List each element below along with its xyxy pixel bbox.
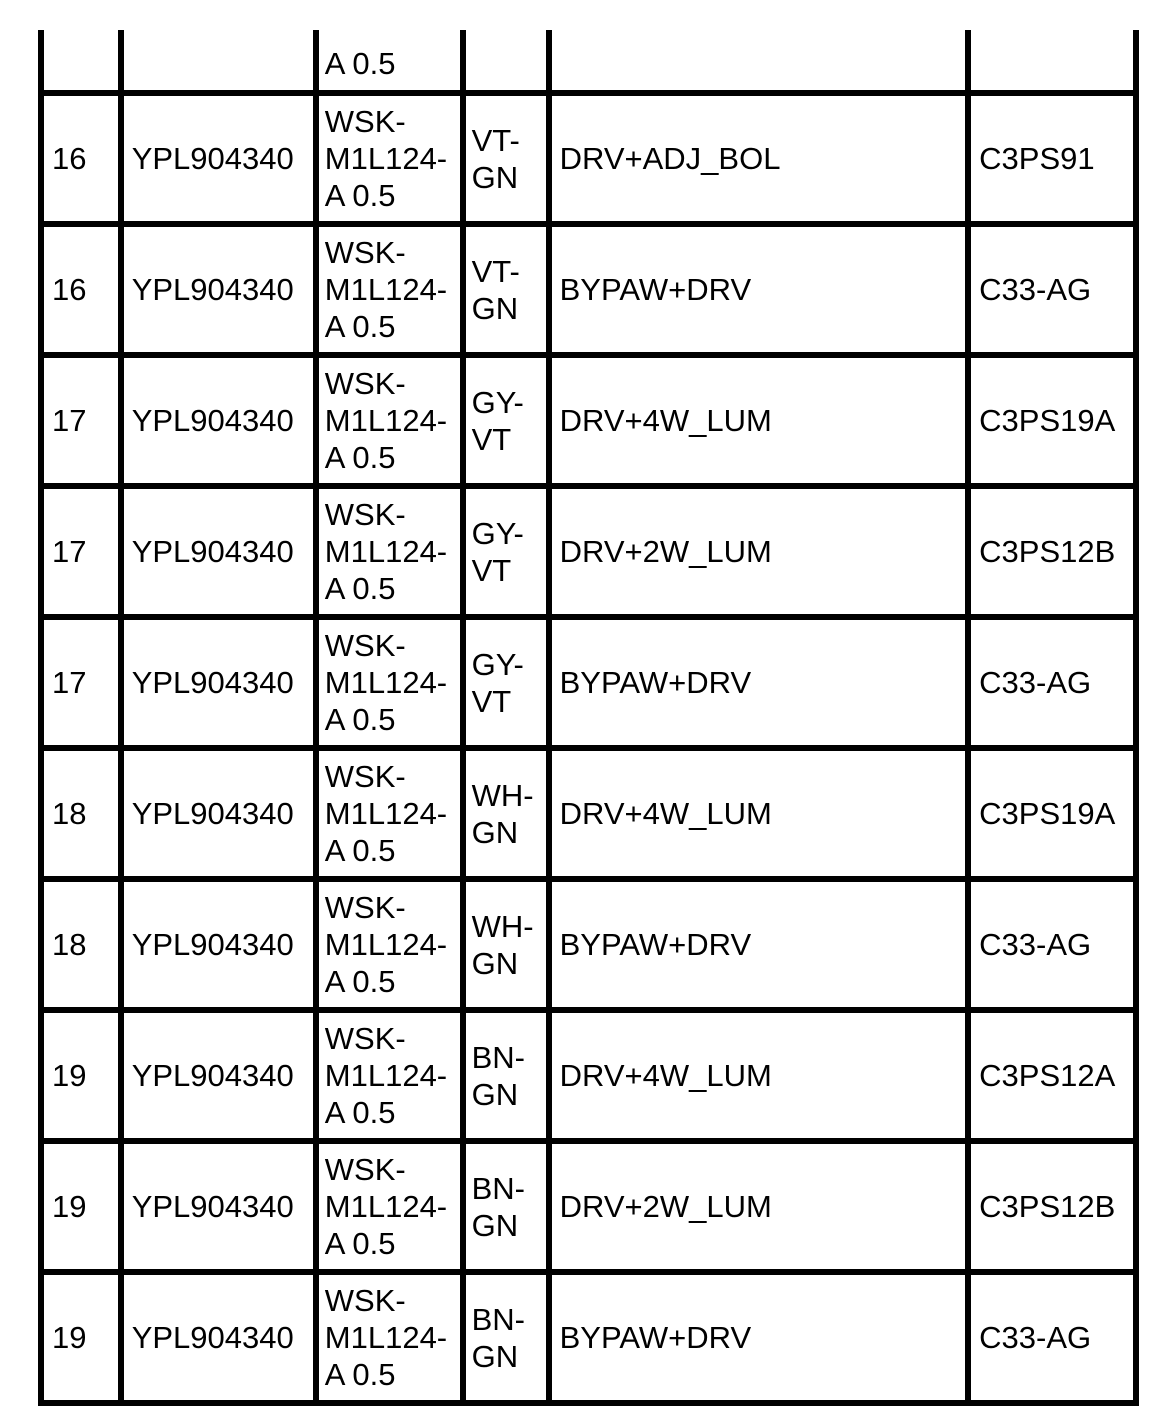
part-number-cell: YPL904340 [121, 879, 316, 1010]
cavity-cell: 17 [41, 486, 121, 617]
wire-spec-cell: WSK- M1L124- A 0.5 [316, 879, 463, 1010]
cavity-cell: 16 [41, 93, 121, 224]
destination-cell: C33-AG [968, 879, 1136, 1010]
cavity-cell [41, 30, 121, 93]
wire-spec-cell: WSK- M1L124- A 0.5 [316, 748, 463, 879]
wire-color-cell: BN- GN [463, 1272, 549, 1403]
destination-cell: C33-AG [968, 224, 1136, 355]
wire-connection-table [38, 30, 1139, 1406]
cavity-cell: 18 [41, 879, 121, 1010]
wire-spec-cell: WSK- M1L124- A 0.5 [316, 355, 463, 486]
table-row [41, 879, 1136, 1010]
part-number-cell: YPL904340 [121, 748, 316, 879]
table-row [41, 224, 1136, 355]
table-row [41, 1010, 1136, 1141]
cavity-cell: 16 [41, 224, 121, 355]
cavity-cell: 18 [41, 748, 121, 879]
destination-cell: C3PS12A [968, 1010, 1136, 1141]
table-row [41, 1141, 1136, 1272]
wire-color-cell: WH- GN [463, 748, 549, 879]
destination-cell [968, 30, 1136, 93]
circuit-cell: DRV+2W_LUM [549, 486, 969, 617]
wire-spec-cell: WSK- M1L124- A 0.5 [316, 93, 463, 224]
part-number-cell: YPL904340 [121, 355, 316, 486]
cavity-cell: 19 [41, 1272, 121, 1403]
destination-cell: C3PS19A [968, 748, 1136, 879]
destination-cell: C3PS12B [968, 486, 1136, 617]
part-number-cell: YPL904340 [121, 1141, 316, 1272]
wire-color-cell: BN- GN [463, 1010, 549, 1141]
wire-spec-cell: A 0.5 [316, 30, 463, 93]
wire-color-cell: WH- GN [463, 879, 549, 1010]
wire-spec-cell: WSK- M1L124- A 0.5 [316, 1141, 463, 1272]
part-number-cell: YPL904340 [121, 486, 316, 617]
wire-color-cell: VT- GN [463, 224, 549, 355]
part-number-cell: YPL904340 [121, 1272, 316, 1403]
circuit-cell: BYPAW+DRV [549, 224, 969, 355]
wire-spec-cell: WSK- M1L124- A 0.5 [316, 224, 463, 355]
part-number-cell: YPL904340 [121, 1010, 316, 1141]
wire-color-cell: GY- VT [463, 486, 549, 617]
wire-spec-cell: WSK- M1L124- A 0.5 [316, 1272, 463, 1403]
circuit-cell: DRV+ADJ_BOL [549, 93, 969, 224]
table-row [41, 1272, 1136, 1403]
cavity-cell: 17 [41, 355, 121, 486]
circuit-cell: DRV+4W_LUM [549, 1010, 969, 1141]
circuit-cell: BYPAW+DRV [549, 1272, 969, 1403]
part-number-cell: YPL904340 [121, 224, 316, 355]
wire-spec-cell: WSK- M1L124- A 0.5 [316, 1010, 463, 1141]
destination-cell: C3PS12B [968, 1141, 1136, 1272]
destination-cell: C3PS91 [968, 93, 1136, 224]
table-row-partial [41, 30, 1136, 93]
table-row [41, 617, 1136, 748]
table-row [41, 93, 1136, 224]
circuit-cell: DRV+2W_LUM [549, 1141, 969, 1272]
part-number-cell: YPL904340 [121, 617, 316, 748]
circuit-cell [549, 30, 969, 93]
cavity-cell: 17 [41, 617, 121, 748]
wire-color-cell: GY- VT [463, 355, 549, 486]
wire-color-cell: GY- VT [463, 617, 549, 748]
part-number-cell: YPL904340 [121, 93, 316, 224]
table-row [41, 748, 1136, 879]
destination-cell: C3PS19A [968, 355, 1136, 486]
part-number-cell [121, 30, 316, 93]
destination-cell: C33-AG [968, 617, 1136, 748]
circuit-cell: BYPAW+DRV [549, 617, 969, 748]
cavity-cell: 19 [41, 1010, 121, 1141]
table-row [41, 486, 1136, 617]
wire-color-cell: BN- GN [463, 1141, 549, 1272]
circuit-cell: DRV+4W_LUM [549, 748, 969, 879]
wire-color-cell: VT- GN [463, 93, 549, 224]
circuit-cell: BYPAW+DRV [549, 879, 969, 1010]
circuit-cell: DRV+4W_LUM [549, 355, 969, 486]
wire-spec-cell: WSK- M1L124- A 0.5 [316, 617, 463, 748]
table-row [41, 355, 1136, 486]
cavity-cell: 19 [41, 1141, 121, 1272]
destination-cell: C33-AG [968, 1272, 1136, 1403]
wire-color-cell [463, 30, 549, 93]
wire-spec-cell: WSK- M1L124- A 0.5 [316, 486, 463, 617]
